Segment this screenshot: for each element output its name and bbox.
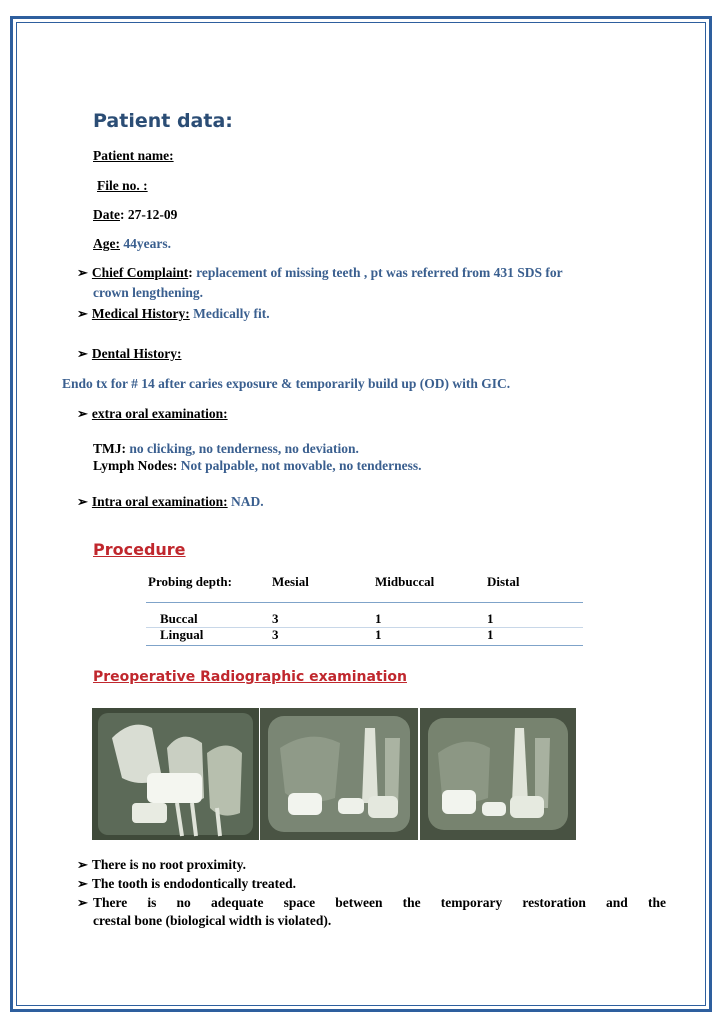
table-bottom-rule [146, 645, 583, 646]
table-row-buccal-label: Buccal [160, 611, 198, 626]
table-header-mesial: Mesial [272, 574, 309, 589]
arrow-bullet-icon: ➢ [77, 895, 88, 910]
finding-text-3-line2: crestal bone (biological width is violated). [93, 913, 332, 928]
xray-image-1 [92, 708, 259, 840]
dental-history-line [77, 346, 182, 362]
arrow-bullet-icon: ➢ [77, 876, 88, 891]
chief-complaint-colon: : [188, 265, 193, 280]
justified-word: restoration [522, 895, 586, 910]
table-cell-lingual-midbuccal: 1 [375, 627, 382, 642]
extra-oral-label: extra oral examination: [91, 406, 228, 421]
table-cell-lingual-distal: 1 [487, 627, 494, 642]
dental-history-label: Dental History: [91, 346, 182, 361]
age-label: Age: [93, 236, 120, 251]
radiographic-heading: Preoperative Radiographic examination [93, 669, 407, 685]
patient-data-heading: Patient data: [93, 110, 233, 132]
procedure-heading: Procedure [93, 540, 186, 559]
intra-oral-text: NAD. [227, 494, 264, 509]
medical-history-text: Medically fit. [189, 306, 270, 321]
date-label: Date [93, 207, 120, 222]
patient-name-label: Patient name: [93, 148, 174, 163]
table-cell-buccal-mesial: 3 [272, 611, 279, 626]
date-value: : 27-12-09 [120, 207, 178, 222]
finding-text-1: There is no root proximity. [91, 857, 247, 872]
intra-oral-label: Intra oral examination: [91, 494, 228, 509]
table-header-midbuccal: Midbuccal [375, 574, 435, 589]
table-header-rule [146, 602, 583, 603]
arrow-bullet-icon: ➢ [77, 406, 88, 421]
justified-word: no [176, 895, 191, 910]
lymph-line [93, 458, 422, 474]
medical-history-line [77, 306, 270, 322]
xray-image-3 [420, 708, 576, 840]
table-row-lingual-label: Lingual [160, 627, 204, 642]
date-line [93, 207, 177, 223]
file-no-label: File no. : [97, 178, 148, 193]
arrow-bullet-icon: ➢ [77, 346, 88, 361]
table-cell-buccal-midbuccal: 1 [375, 611, 382, 626]
medical-history-label: Medical History: [91, 306, 190, 321]
extra-oral-line [77, 406, 228, 422]
justified-word: There [93, 895, 128, 910]
finding-text-3-line1 [93, 895, 666, 911]
table-cell-buccal-distal: 1 [487, 611, 494, 626]
dental-history-text: Endo tx for # 14 after caries exposure & temporarily build up (OD) with GIC. [62, 376, 511, 391]
chief-complaint-line1 [77, 265, 563, 281]
finding-item-1 [77, 857, 246, 873]
intra-oral-line [77, 494, 264, 510]
lymph-label: Lymph Nodes: [93, 458, 178, 473]
justified-word: the [402, 895, 421, 910]
lymph-text: Not palpable, not movable, no tenderness. [177, 458, 422, 473]
justified-word: temporary [440, 895, 503, 910]
tmj-text: no clicking, no tenderness, no deviation. [126, 441, 359, 456]
age-line [93, 236, 171, 252]
table-header-distal: Distal [487, 574, 520, 589]
justified-word: adequate [210, 895, 264, 910]
tmj-line [93, 441, 359, 457]
justified-word: space [283, 895, 316, 910]
justified-word: the [647, 895, 666, 910]
table-row-rule [146, 627, 583, 628]
justified-word: and [606, 895, 628, 910]
finding-item-3 [77, 895, 92, 911]
chief-complaint-line2: crown lengthening. [93, 285, 204, 300]
finding-text-2: The tooth is endodontically treated. [91, 876, 297, 891]
table-cell-lingual-mesial: 3 [272, 627, 279, 642]
chief-complaint-label: Chief Complaint [91, 265, 189, 280]
tmj-label: TMJ: [93, 441, 126, 456]
finding-item-2 [77, 876, 296, 892]
justified-word: is [147, 895, 157, 910]
arrow-bullet-icon: ➢ [77, 857, 88, 872]
age-value: 44years. [120, 236, 171, 251]
arrow-bullet-icon: ➢ [77, 306, 88, 321]
justified-word: between [335, 895, 383, 910]
xray-image-2 [260, 708, 418, 840]
arrow-bullet-icon: ➢ [77, 494, 88, 509]
arrow-bullet-icon: ➢ [77, 265, 88, 280]
chief-complaint-text: replacement of missing teeth , pt was referred from 431 SDS for [192, 265, 563, 280]
table-header-probing: Probing depth: [148, 574, 232, 589]
